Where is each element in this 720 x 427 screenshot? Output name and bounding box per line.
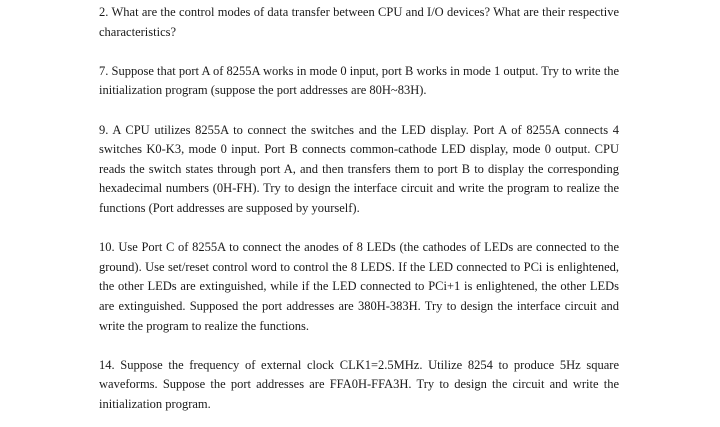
question-list — [99, 3, 619, 414]
question-9: 9. A CPU utilizes 8255A to connect the switches and the LED display. Port A of 8255A connects 4 switches K0-K3, mode 0 input. Port B connects common-cathode LED display, mode 0 output. CPU reads the switch states through port A, and then transfers them to port B to display the corresponding hexadecimal numbers (0H-FH). Try to design the interface circuit and write the program to realize the functions (Port addresses are supposed by yourself). — [99, 122, 619, 215]
question-7: 7. Suppose that port A of 8255A works in mode 0 input, port B works in mode 1 output. Try to write the initialization program (suppose the port addresses are 80H~83H). — [99, 63, 619, 98]
question-10: 10. Use Port C of 8255A to connect the anodes of 8 LEDs (the cathodes of LEDs are connected to the ground). Use set/reset control word to control the 8 LEDS. If the LED connected to PCi is enlightened, the other LEDs are extinguished, while if the LED connected to PCi+1 is enlightened, the other LEDs are extinguished. Supposed the port addresses are 380H-383H. Try to design the interface circuit and write the program to realize the functions. — [99, 240, 619, 333]
question-2: 2. What are the control modes of data transfer between CPU and I/O devices? What are their respective characteristics? — [99, 5, 619, 39]
question-14: 14. Suppose the frequency of external clock CLK1=2.5MHz. Utilize 8254 to produce 5Hz square waveforms. Suppose the port addresses are FFA0H-FFA3H. Try to design the circuit and write the initialization program. — [99, 357, 619, 411]
